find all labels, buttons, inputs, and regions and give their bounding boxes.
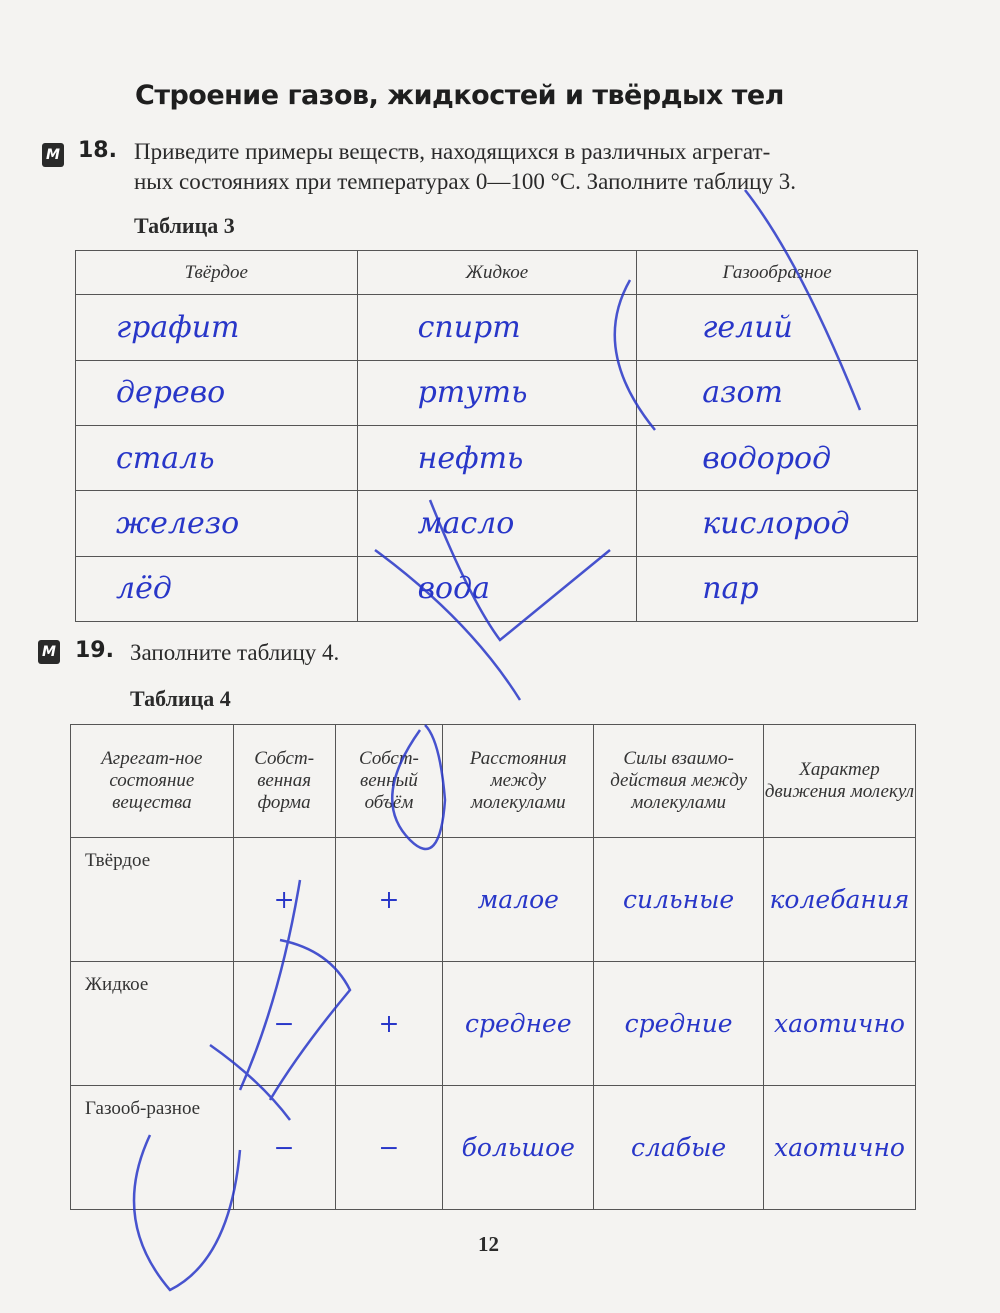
answer-cell: малое — [443, 838, 594, 962]
task-number: 18. — [78, 138, 117, 163]
answer-cell: нефть — [357, 425, 637, 490]
answer-cell: дерево — [76, 360, 358, 425]
page-number: 12 — [478, 1232, 499, 1256]
answer-cell: гелий — [637, 295, 918, 360]
answer-cell: слабые — [594, 1086, 764, 1210]
answer-cell: − — [335, 1086, 443, 1210]
task-19-text: Заполните таблицу 4. — [130, 640, 340, 665]
table-3 — [75, 250, 918, 622]
answer-cell: масло — [357, 491, 637, 556]
header-cell: Жидкое — [357, 251, 637, 295]
state-label: Газооб-разное — [71, 1086, 234, 1210]
answer-cell: + — [233, 838, 335, 962]
header-cell: Характер движения молекул — [764, 725, 916, 838]
answer-cell: колебания — [764, 838, 916, 962]
answer-cell: + — [335, 962, 443, 1086]
table-row — [76, 556, 918, 621]
answer-cell: сильные — [594, 838, 764, 962]
answer-cell: сталь — [76, 425, 358, 490]
answer-cell: спирт — [357, 295, 637, 360]
answer-cell: азот — [637, 360, 918, 425]
table-4-caption: Таблица 4 — [130, 686, 231, 711]
answer-cell: кислород — [637, 491, 918, 556]
answer-cell: хаотично — [764, 962, 916, 1086]
header-cell: Собст-венный объём — [335, 725, 443, 838]
m-badge-icon: М — [42, 143, 64, 167]
answer-cell: пар — [637, 556, 918, 621]
answer-cell: вода — [357, 556, 637, 621]
answer-cell: + — [335, 838, 443, 962]
header-cell: Силы взаимо-действия между молекулами — [594, 725, 764, 838]
header-cell: Твёрдое — [76, 251, 358, 295]
header-cell: Агрегат-ное состояние вещества — [71, 725, 234, 838]
answer-cell: − — [233, 962, 335, 1086]
task-text-line: ных состояниях при температурах 0—100 °С. Заполните таблицу 3. — [134, 169, 796, 194]
table-row — [71, 838, 916, 962]
answer-cell: средние — [594, 962, 764, 1086]
header-cell: Газообразное — [637, 251, 918, 295]
answer-cell: железо — [76, 491, 358, 556]
table-row — [76, 425, 918, 490]
table-4 — [70, 724, 916, 1210]
state-label: Твёрдое — [71, 838, 234, 962]
answer-cell: водород — [637, 425, 918, 490]
header-cell: Расстояния между молекулами — [443, 725, 594, 838]
answer-cell: лёд — [76, 556, 358, 621]
table-row — [76, 360, 918, 425]
table-row — [71, 962, 916, 1086]
table-header-row — [76, 251, 918, 295]
answer-cell: хаотично — [764, 1086, 916, 1210]
header-cell: Собст-венная форма — [233, 725, 335, 838]
table-row — [76, 491, 918, 556]
m-badge-icon: М — [38, 640, 60, 664]
state-label: Жидкое — [71, 962, 234, 1086]
table-header-row — [71, 725, 916, 838]
table-row — [76, 295, 918, 360]
answer-cell: − — [233, 1086, 335, 1210]
task-text-line: Приведите примеры веществ, находящихся в различных агрегат- — [134, 139, 771, 164]
page-title: Строение газов, жидкостей и твёрдых тел — [135, 80, 784, 111]
answer-cell: среднее — [443, 962, 594, 1086]
table-row — [71, 1086, 916, 1210]
table-3-caption: Таблица 3 — [134, 213, 235, 238]
task-number: 19. — [75, 638, 114, 663]
answer-cell: графит — [76, 295, 358, 360]
answer-cell: большое — [443, 1086, 594, 1210]
answer-cell: ртуть — [357, 360, 637, 425]
task-18-text — [134, 137, 796, 197]
